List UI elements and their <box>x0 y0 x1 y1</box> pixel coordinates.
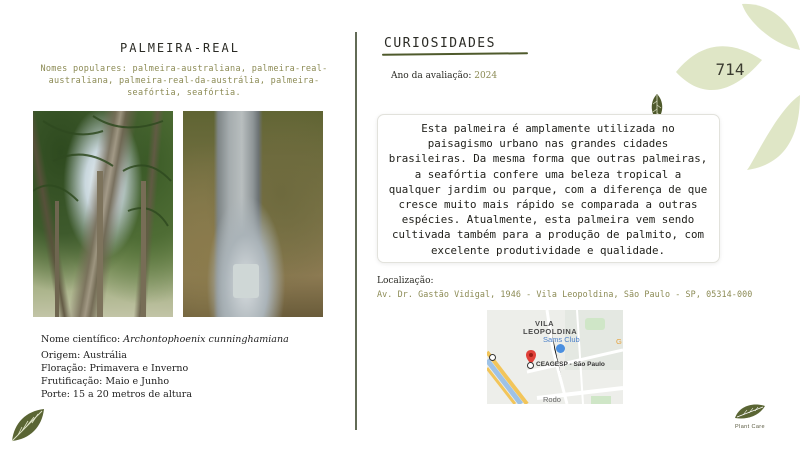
map-store-label: Sams Club <box>543 335 580 344</box>
brand-name: Plant Care <box>735 424 765 430</box>
map-district-line2: LEOPOLDINA <box>523 327 578 336</box>
map-roads <box>487 310 623 404</box>
store-marker-icon[interactable] <box>556 344 565 353</box>
palm-fronds-graphic <box>33 111 173 317</box>
scientific-name-label: Nome científico: <box>41 334 121 345</box>
origin-text: Origem: Austrália <box>41 350 127 361</box>
location-map[interactable] <box>487 310 623 404</box>
popular-names: Nomes populares: palmeira-australiana, palmeira-real-australiana, palmeira-real-da-austrália, palmeira-seafórtia, seafórtia. <box>40 64 328 98</box>
map-edge-label: G <box>616 337 623 346</box>
scientific-name-row <box>41 334 289 345</box>
year-value: 2024 <box>474 71 498 81</box>
curiosities-heading: CURIOSIDADES <box>384 36 496 51</box>
evaluation-year <box>391 71 497 81</box>
palm-trees-photo <box>33 111 173 317</box>
plant-number-badge: 714 <box>715 60 745 79</box>
location-label: Localização: <box>377 276 434 286</box>
transit-marker-icon <box>489 354 496 361</box>
heading-underline <box>382 52 528 56</box>
flowering-text: Floração: Primavera e Inverno <box>41 363 189 374</box>
brand-leaf-icon <box>733 402 767 420</box>
size-text: Porte: 15 a 20 metros de altura <box>41 389 192 400</box>
year-label: Ano da avaliação: <box>391 71 472 81</box>
fruiting-text: Frutificação: Maio e Junho <box>41 376 170 387</box>
plant-common-name: PALMEIRA-REAL <box>120 41 240 55</box>
map-district-line1: VILA <box>535 319 555 328</box>
curiosities-text: Esta palmeira é amplamente utilizada no paisagismo urbano nas grandes cidades brasileiras. Da mesma forma que outras palmeiras, a seafórtia confere uma beleza tropical a qualquer jardim ou parque, com a diferença de que cresce muito mais rápido se comparada a outras espécies. Atualmente, esta palmeira vem sendo cultivada também para a produção de palmito, com excelente produtividade e qualidade. <box>388 122 708 257</box>
location-address: Av. Dr. Gastão Vidigal, 1946 - Vila Leopoldina, São Paulo - SP, 05314-000 <box>377 289 753 299</box>
stone-in-photo <box>233 264 259 298</box>
decorative-leaves <box>672 0 800 175</box>
map-pin-label: CEAGESP - São Paulo <box>536 361 605 368</box>
leaf-icon <box>8 405 48 445</box>
scientific-name-value: Archontophoenix cunninghamiana <box>123 334 289 345</box>
brand-logo <box>725 402 775 430</box>
column-divider <box>355 32 357 430</box>
palm-trunk-photo <box>183 111 323 317</box>
ceagesp-marker-icon <box>527 362 534 369</box>
map-road-label: Rodo <box>543 395 561 404</box>
